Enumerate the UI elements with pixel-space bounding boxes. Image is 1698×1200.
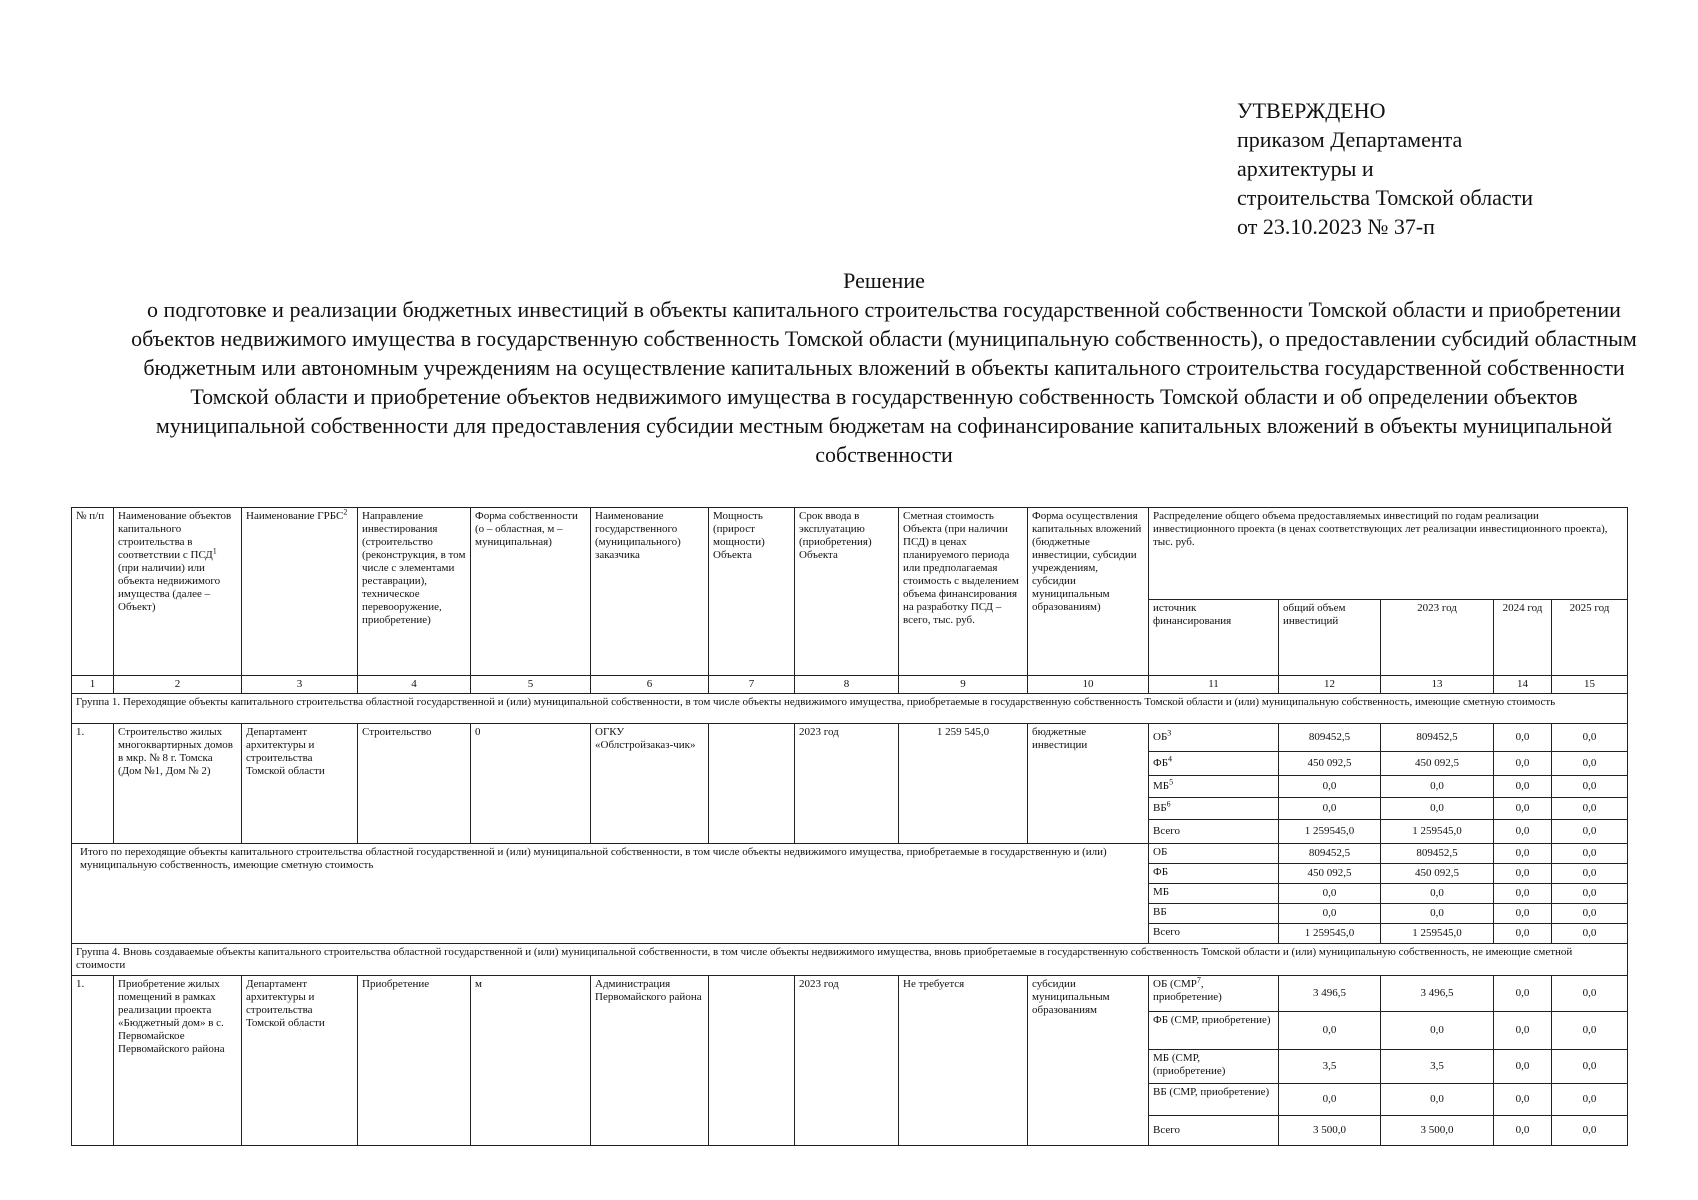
source-cell (1149, 752, 1279, 776)
source-label: ФБ (1149, 864, 1279, 884)
value-2023: 0,0 (1381, 1012, 1494, 1050)
col-number: 1 (72, 676, 114, 694)
commission-term: 2023 год (795, 724, 899, 844)
total-value: 0,0 (1279, 1012, 1381, 1050)
direction: Приобретение (358, 976, 471, 1146)
total-value: 809452,5 (1279, 724, 1381, 752)
source-cell (1149, 724, 1279, 752)
value-2023: 3,5 (1381, 1050, 1494, 1084)
value-2023: 450 092,5 (1381, 752, 1494, 776)
value-2025: 0,0 (1552, 820, 1628, 844)
value-2024: 0,0 (1494, 864, 1552, 884)
value-2023: 3 500,0 (1381, 1116, 1494, 1146)
header-term: Срок ввода в эксплуатацию (приобретения) Объекта (795, 508, 899, 676)
footnote-mark: 7 (1196, 975, 1201, 985)
table-row (72, 724, 1628, 752)
source-label: Всего (1153, 825, 1180, 837)
group-1-title: Группа 1. Переходящие объекты капитального строительства областной государственной и (или) муниципальной собственности, в том числе объекты недвижимого имущества, приобретаемые в государственную собственность Томской области и (или) муниципальную собственность, имеющие сметную стоимость (72, 694, 1628, 724)
source-label: ФБ (СМР, приобретение) (1149, 1012, 1279, 1050)
value-2023: 1 259545,0 (1381, 924, 1494, 944)
object-name: Строительство жилых многоквартирных домов в мкр. № 8 г. Томска (Дом №1, Дом № 2) (114, 724, 242, 844)
estimated-cost: Не требуется (899, 976, 1028, 1146)
group-4-title: Группа 4. Вновь создаваемые объекты капитального строительства областной государственной и (или) муниципальной собственности, в том числе объекты недвижимого имущества, вновь приобретаемые в государственную собственность Томской области и (или) муниципальную собственность, не имеющие сметной стоимости (72, 944, 1628, 976)
total-value: 0,0 (1279, 904, 1381, 924)
header-total: общий объем инвестиций (1279, 600, 1381, 676)
ownership: м (471, 976, 591, 1146)
source-cell (1149, 820, 1279, 844)
source-cell (1149, 798, 1279, 820)
source-cell (1149, 976, 1279, 1012)
document-title (128, 266, 1640, 469)
group-4-row (72, 944, 1628, 976)
table-row (72, 976, 1628, 1012)
header-text: Наименование ГРБС (246, 510, 344, 522)
value-2023: 809452,5 (1381, 844, 1494, 864)
header-capacity: Мощность (прирост мощности) Объекта (709, 508, 795, 676)
capacity (709, 724, 795, 844)
investment-form: субсидии муниципальным образованиям (1028, 976, 1149, 1146)
customer: ОГКУ «Облстройзаказ-чик» (591, 724, 709, 844)
source-label: , приобретение) (1153, 978, 1222, 1003)
row-num: 1. (72, 976, 114, 1146)
value-2024: 0,0 (1494, 976, 1552, 1012)
source-label: Всего (1149, 924, 1279, 944)
header-2023: 2023 год (1381, 600, 1494, 676)
value-2025: 0,0 (1552, 976, 1628, 1012)
value-2023: 809452,5 (1381, 724, 1494, 752)
total-value: 3,5 (1279, 1050, 1381, 1084)
value-2023: 1 259545,0 (1381, 820, 1494, 844)
header-row (72, 508, 1628, 600)
col-number: 8 (795, 676, 899, 694)
total-value: 450 092,5 (1279, 864, 1381, 884)
value-2024: 0,0 (1494, 844, 1552, 864)
value-2024: 0,0 (1494, 724, 1552, 752)
value-2024: 0,0 (1494, 776, 1552, 798)
footnote-mark: 4 (1168, 754, 1173, 764)
title-head: Решение (843, 268, 925, 293)
value-2024: 0,0 (1494, 752, 1552, 776)
source-cell (1149, 776, 1279, 798)
header-text: (при наличии) или объекта недвижимого имущества (далее – Объект) (118, 562, 221, 613)
value-2023: 3 496,5 (1381, 976, 1494, 1012)
footnote-mark: 1 (212, 546, 217, 556)
header-object-name (114, 508, 242, 676)
subtotal-label: Итого по переходящие объекты капитального строительства областной государственной и (или) муниципальной собственности, в том числе объекты недвижимого имущества, приобретаемые в государственную и (или) муниципальную собственность, имеющие сметную стоимость (72, 844, 1149, 944)
value-2023: 0,0 (1381, 776, 1494, 798)
col-number: 15 (1552, 676, 1628, 694)
subtotal-row (72, 844, 1628, 864)
investment-form: бюджетные инвестиции (1028, 724, 1149, 844)
value-2024: 0,0 (1494, 820, 1552, 844)
object-name: Приобретение жилых помещений в рамках реализации проекта «Бюджетный дом» в с. Первомайское Первомайского района (114, 976, 242, 1146)
source-label: МБ (СМР, (приобретение) (1149, 1050, 1279, 1084)
header-form: Форма осуществления капитальных вложений (бюджетные инвестиции, субсидии учреждениям, субсидии муниципальным образованиям) (1028, 508, 1149, 676)
value-2025: 0,0 (1552, 864, 1628, 884)
total-value: 3 500,0 (1279, 1116, 1381, 1146)
value-2025: 0,0 (1552, 884, 1628, 904)
col-number: 11 (1149, 676, 1279, 694)
col-number: 4 (358, 676, 471, 694)
header-source: источник финансирования (1149, 600, 1279, 676)
customer: Администрация Первомайского района (591, 976, 709, 1146)
value-2025: 0,0 (1552, 1116, 1628, 1146)
source-label: ВБ (1149, 904, 1279, 924)
header-distribution: Распределение общего объема предоставляемых инвестиций по годам реализации инвестиционного проекта (в ценах соответствующих лет реализации инвестиционного проекта), тыс. руб. (1149, 508, 1628, 600)
col-number: 14 (1494, 676, 1552, 694)
value-2025: 0,0 (1552, 904, 1628, 924)
column-numbers-row (72, 676, 1628, 694)
commission-term: 2023 год (795, 976, 899, 1146)
col-number: 9 (899, 676, 1028, 694)
source-label: ОБ (1153, 731, 1168, 743)
col-number: 2 (114, 676, 242, 694)
total-value: 0,0 (1279, 1084, 1381, 1116)
value-2024: 0,0 (1494, 798, 1552, 820)
source-label: ОБ (СМР (1153, 978, 1197, 990)
source-label: ОБ (1149, 844, 1279, 864)
value-2024: 0,0 (1494, 1084, 1552, 1116)
ownership: 0 (471, 724, 591, 844)
direction: Строительство (358, 724, 471, 844)
value-2025: 0,0 (1552, 798, 1628, 820)
value-2025: 0,0 (1552, 844, 1628, 864)
value-2023: 0,0 (1381, 1084, 1494, 1116)
header-text: Наименование объектов капитального строительства в соответствии с ПСД (118, 510, 232, 561)
value-2024: 0,0 (1494, 1050, 1552, 1084)
approval-line: от 23.10.2023 № 37-п (1237, 214, 1435, 239)
col-number: 10 (1028, 676, 1149, 694)
approval-line: УТВЕРЖДЕНО (1237, 98, 1386, 123)
footnote-mark: 6 (1166, 799, 1171, 809)
value-2024: 0,0 (1494, 904, 1552, 924)
header-cost: Сметная стоимость Объекта (при наличии ПСД) в ценах планируемого периода или предполагаемая стоимость с выделением объема финансирования на разработку ПСД – всего, тыс. руб. (899, 508, 1028, 676)
header-2025: 2025 год (1552, 600, 1628, 676)
value-2023: 450 092,5 (1381, 864, 1494, 884)
value-2024: 0,0 (1494, 884, 1552, 904)
value-2025: 0,0 (1552, 924, 1628, 944)
value-2025: 0,0 (1552, 752, 1628, 776)
total-value: 3 496,5 (1279, 976, 1381, 1012)
title-body: о подготовке и реализации бюджетных инвестиций в объекты капитального строительства государственной собственности Томской области и приобретении объектов недвижимого имущества в государственную собственность Томской области (муниципальную собственность), о предоставлении субсидий областным бюджетным или автономным учреждениям на осуществление капитальных вложений в объекты капитального строительства государственной собственности Томской области и приобретение объектов недвижимого имущества в государственную собственность Томской области и об определении объектов муниципальной собственности для предоставления субсидии местным бюджетам на софинансирование капитальных вложений в объекты муниципальной собственности (131, 297, 1637, 467)
footnote-mark: 5 (1169, 777, 1174, 787)
header-num: № п/п (72, 508, 114, 676)
value-2023: 0,0 (1381, 884, 1494, 904)
value-2025: 0,0 (1552, 776, 1628, 798)
total-value: 1 259545,0 (1279, 924, 1381, 944)
value-2025: 0,0 (1552, 1012, 1628, 1050)
total-value: 450 092,5 (1279, 752, 1381, 776)
source-label: ФБ (1153, 757, 1169, 769)
value-2024: 0,0 (1494, 1012, 1552, 1050)
source-label: МБ (1153, 780, 1170, 792)
source-label: ВБ (СМР, приобретение) (1149, 1084, 1279, 1116)
value-2024: 0,0 (1494, 924, 1552, 944)
grbs-name: Департамент архитектуры и строительства Томской области (242, 724, 358, 844)
header-customer: Наименование государственного (муниципального) заказчика (591, 508, 709, 676)
grbs-name: Департамент архитектуры и строительства Томской области (242, 976, 358, 1146)
capacity (709, 976, 795, 1146)
col-number: 12 (1279, 676, 1381, 694)
value-2025: 0,0 (1552, 1050, 1628, 1084)
header-2024: 2024 год (1494, 600, 1552, 676)
total-value: 809452,5 (1279, 844, 1381, 864)
value-2025: 0,0 (1552, 1084, 1628, 1116)
row-num: 1. (72, 724, 114, 844)
source-label: Всего (1149, 1116, 1279, 1146)
approval-stamp (1237, 96, 1533, 241)
header-ownership: Форма собственности (о – областная, м – муниципальная) (471, 508, 591, 676)
footnote-mark: 3 (1167, 728, 1172, 738)
source-label: МБ (1149, 884, 1279, 904)
group-1-row (72, 694, 1628, 724)
total-value: 0,0 (1279, 884, 1381, 904)
approval-line: архитектуры и (1237, 156, 1374, 181)
approval-line: приказом Департамента (1237, 127, 1463, 152)
total-value: 1 259545,0 (1279, 820, 1381, 844)
investment-table (71, 507, 1628, 1146)
value-2023: 0,0 (1381, 904, 1494, 924)
value-2024: 0,0 (1494, 1116, 1552, 1146)
approval-line: строительства Томской области (1237, 185, 1533, 210)
total-value: 0,0 (1279, 798, 1381, 820)
total-value: 0,0 (1279, 776, 1381, 798)
col-number: 7 (709, 676, 795, 694)
value-2025: 0,0 (1552, 724, 1628, 752)
source-label: ВБ (1153, 802, 1167, 814)
col-number: 3 (242, 676, 358, 694)
col-number: 6 (591, 676, 709, 694)
header-direction: Направление инвестирования (строительство (реконструкция, в том числе с элементами реставрации), техническое перевооружение, приобретение) (358, 508, 471, 676)
footnote-mark: 2 (343, 507, 348, 517)
value-2023: 0,0 (1381, 798, 1494, 820)
col-number: 5 (471, 676, 591, 694)
col-number: 13 (1381, 676, 1494, 694)
estimated-cost: 1 259 545,0 (899, 724, 1028, 844)
header-grbs (242, 508, 358, 676)
